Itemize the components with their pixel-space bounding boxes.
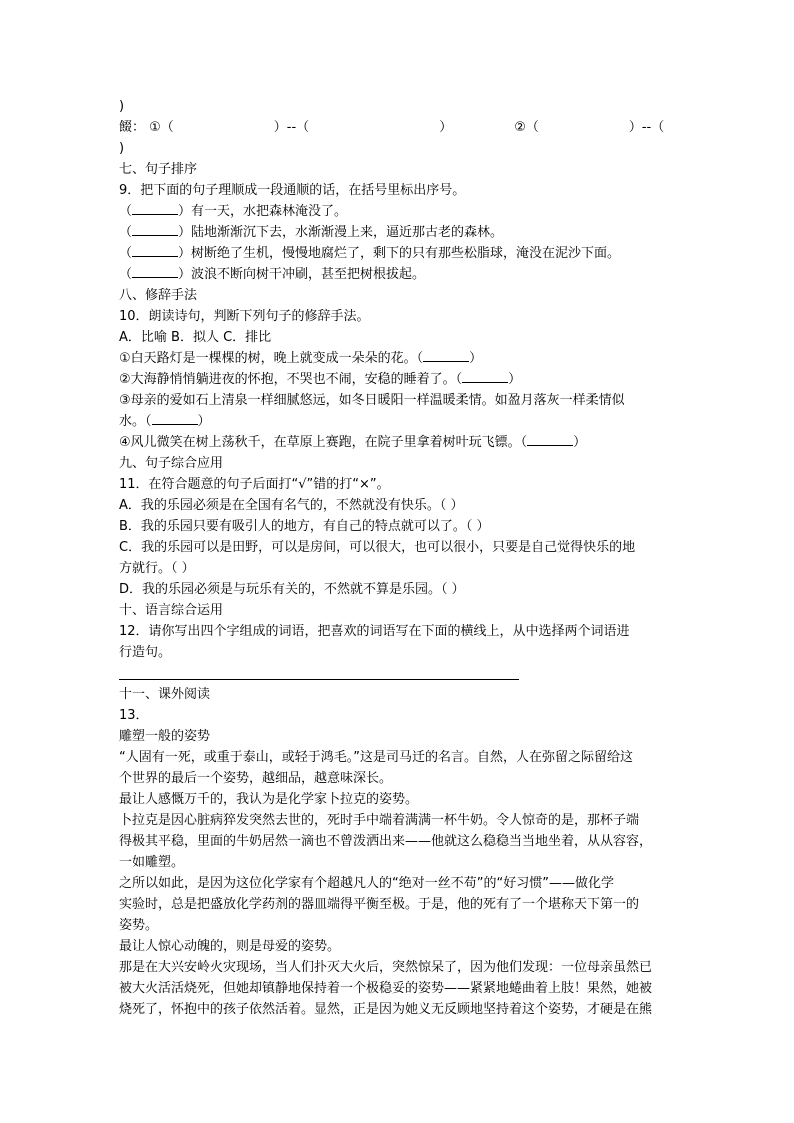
rhetoric-item: 水。（ ） xyxy=(119,414,211,429)
section-title: 七、句子排序 xyxy=(119,162,198,177)
rhetoric-item: ④风儿微笑在树上荡秋千，在草原上赛跑，在院子里拿着树叶玩飞镖。（ ） xyxy=(119,435,587,450)
article-text: 烧死了，怀抱中的孩子依然活着。显然，正是因为她义无反顾地坚持着这个姿势，才硬是在熊 xyxy=(119,1002,653,1017)
article-heading: 雕塑一般的姿势 xyxy=(119,729,211,744)
answer-prompt: 餟： ①（ xyxy=(119,120,174,135)
question-number: 13． xyxy=(119,708,149,723)
options: A．比喻 B．拟人 C．排比 xyxy=(119,330,272,345)
question: 12．请你写出四个字组成的词语，把喜欢的词语写在下面的横线上，从中选择两个词语进 xyxy=(119,624,630,639)
answer-blank[interactable] xyxy=(152,412,198,425)
article-text: 得极其平稳，里面的牛奶居然一滴也不曾泼洒出来——他就这么稳稳当当地坐着，从从容容， xyxy=(119,834,653,849)
answer-line[interactable] xyxy=(119,669,519,680)
question: 11．在符合题意的句子后面打“√”错的打“×”。 xyxy=(119,477,390,492)
answer-blank[interactable] xyxy=(132,223,178,236)
answer-blank[interactable] xyxy=(132,202,178,215)
answer-blank[interactable] xyxy=(527,433,573,446)
answer-blank[interactable] xyxy=(462,370,508,383)
section-title: 八、修辞手法 xyxy=(119,288,198,303)
section-title: 十一、课外阅读 xyxy=(119,687,211,702)
answer-bracket: ②（ xyxy=(514,120,539,135)
order-item: （ ）树断绝了生机，慢慢地腐烂了，剩下的只有那些松脂球，淹没在泥沙下面。 xyxy=(119,246,621,261)
judge-item: A．我的乐园必须是在全国有名气的，不然就没有快乐。（ ） xyxy=(119,498,464,513)
question: 行造句。 xyxy=(119,645,172,660)
section-title: 十、语言综合运用 xyxy=(119,603,224,618)
article-text: 实验时，总是把盛放化学药剂的器皿端得平衡至极。于是，他的死有了一个堪称天下第一的 xyxy=(119,897,640,912)
question: 9．把下面的句子理顺成一段通顺的话，在括号里标出序号。 xyxy=(119,183,466,198)
article-text: “人固有一死，或重于泰山，或轻于鸿毛。”这是司马迁的名言。自然，人在弥留之际留给这 xyxy=(119,750,633,765)
answer-bracket: ）--（ xyxy=(628,120,665,135)
answer-blank[interactable] xyxy=(423,349,469,362)
rhetoric-item: ③母亲的爱如石上清泉一样细腻悠远，如冬日暖阳一样温暖柔情。如盈月落灰一样柔情似 xyxy=(119,393,625,408)
judge-item: D．我的乐园必须是与玩乐有关的，不然就不算是乐园。（ ） xyxy=(119,582,465,597)
article-text: 那是在大兴安岭火灾现场，当人们扑灭大火后，突然惊呆了，因为他们发现：一位母亲虽然已 xyxy=(119,960,653,975)
judge-item: 方就行。（ ） xyxy=(119,561,195,576)
article-text: 最让人惊心动魄的，则是母爱的姿势。 xyxy=(119,939,341,954)
judge-item: C．我的乐园可以是田野，可以是房间，可以很大，也可以很小，只要是自己觉得快乐的地 xyxy=(119,540,636,555)
article-text: 姿势。 xyxy=(119,918,159,933)
judge-item: B．我的乐园只要有吸引人的地方，有自己的特点就可以了。（ ） xyxy=(119,519,490,534)
article-text: 最让人感慨万千的，我认为是化学家卜拉克的姿势。 xyxy=(119,792,419,807)
question: 10．朗读诗句，判断下列句子的修辞手法。 xyxy=(119,309,370,324)
order-item: （ ）陆地渐渐沉下去，水渐渐漫上来，逼近那古老的森林。 xyxy=(119,225,504,240)
answer-blank[interactable] xyxy=(132,244,178,257)
article-text: 之所以如此，是因为这位化学家有个超越凡人的“绝对一丝不苟”的“好习惯”——做化学 xyxy=(119,876,614,891)
section-title: 九、句子综合应用 xyxy=(119,456,224,471)
article-text: 一如雕塑。 xyxy=(119,855,185,870)
article-text: 卜拉克是因心脏病猝发突然去世的，死时手中端着满满一杯牛奶。令人惊奇的是，那杯子端 xyxy=(119,813,640,828)
answer-blank[interactable] xyxy=(132,265,178,278)
text-line: ) xyxy=(119,99,125,114)
order-item: （ ）有一天，水把森林淹没了。 xyxy=(119,204,348,219)
rhetoric-item: ①白天路灯是一棵棵的树，晚上就变成一朵朵的花。（ ） xyxy=(119,351,483,366)
document-page xyxy=(119,96,689,1020)
order-item: （ ）波浪不断向树干冲刷，甚至把树根拔起。 xyxy=(119,267,426,282)
text-line xyxy=(119,117,689,138)
article-text: 个世界的最后一个姿势，越细品，越意味深长。 xyxy=(119,771,393,786)
text-line: ) xyxy=(119,141,125,156)
answer-bracket: ）--（ xyxy=(273,120,310,135)
rhetoric-item: ②大海静悄悄躺进夜的怀抱，不哭也不闹，安稳的睡着了。（ ） xyxy=(119,372,522,387)
answer-bracket: ） xyxy=(439,120,453,135)
article-text: 被大火活活烧死，但她却镇静地保持着一个极稳妥的姿势——紧紧地蜷曲着上肢！果然，她被 xyxy=(119,981,653,996)
